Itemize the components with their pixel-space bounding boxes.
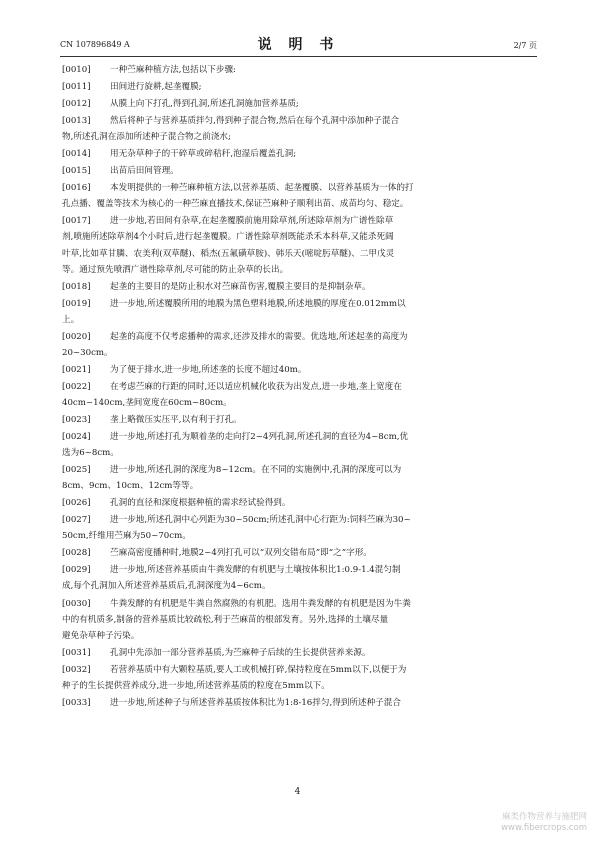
paragraph-line: [62, 345, 539, 361]
paragraph: [62, 662, 539, 694]
paragraph-line: [62, 163, 539, 179]
paragraph-line: [62, 379, 539, 395]
paragraph-text: 进一步地,所述孔洞中心列距为30~50cm;所述孔洞中心行距为:饲料苎麻为30~: [110, 515, 411, 526]
paragraph-line: [62, 196, 539, 212]
paragraph-line: [62, 462, 539, 478]
paragraph-number: [0015]: [62, 166, 91, 177]
paragraph: [62, 113, 539, 145]
paragraph-text: 叶草,比如草甘膦、农美利(双草醚)、稻杰(五氟磺草胺)、韩乐天(嘧啶肟草醚)、二甲戊灵: [62, 248, 395, 259]
paragraph-line: [62, 429, 539, 445]
paragraph-line: [62, 512, 539, 528]
paragraph-line: [62, 62, 539, 78]
paragraph-text: 一种苎麻种植方法,包括以下步骤:: [110, 65, 236, 75]
paragraph-line: [62, 395, 539, 411]
paragraph-line: [62, 213, 539, 229]
paragraph-line: [62, 528, 539, 544]
paragraph-text: 物,所述孔洞在添加所述种子混合物之前浇水;: [62, 132, 231, 143]
paragraph-text: 中的有机质多,制备的营养基质比较疏松,利于苎麻苗的根部发育。另外,选择的土壤尽量: [62, 614, 389, 625]
paragraph: [62, 596, 539, 644]
paragraph: [62, 545, 539, 561]
document-body: [62, 62, 539, 712]
paragraph: [62, 695, 539, 711]
paragraph-line: [62, 329, 539, 345]
paragraph: [62, 79, 539, 95]
paragraph-line: [62, 562, 539, 578]
paragraph-text: 避免杂草种子污染。: [62, 630, 140, 641]
paragraph-number: [0018]: [62, 281, 91, 292]
paragraph-text: 40cm~140cm,垄间宽度在60cm~80cm。: [62, 397, 232, 408]
paragraph-text: 进一步地,所述打孔为顺着垄的走向打2~4列孔洞,所述孔洞的直径为4~8cm,优: [110, 432, 409, 443]
paragraph-line: [62, 645, 539, 661]
paragraph-text: 为了便于排水,进一步地,所述垄的长度不超过40m。: [110, 364, 307, 375]
paragraph-line: [62, 628, 539, 644]
paragraph-line: [62, 279, 539, 295]
paragraph: [62, 213, 539, 277]
paragraph-line: [62, 262, 539, 278]
paragraph-line: [62, 695, 539, 711]
paragraph: [62, 512, 539, 544]
page-count: 2/7 页: [513, 41, 537, 50]
watermark: [501, 812, 587, 834]
paragraph-text: 田间进行旋耕,起垄覆膜;: [110, 82, 202, 93]
paragraph-text: 进一步地,所述种子与所述营养基质按体积比为1:8-16拌匀,得到所述种子混合: [110, 697, 401, 708]
paragraph: [62, 412, 539, 428]
paragraph-text: 在考虑苎麻的行距的同时,还以适应机械化收获为出发点,进一步地,垄上宽度在: [110, 381, 402, 392]
paragraph-text: 8cm、9cm、10cm、12cm等等。: [62, 481, 199, 492]
paragraph-number: [0021]: [62, 364, 91, 375]
paragraph-text: 选为6~8cm。: [62, 448, 119, 459]
paragraph-line: [62, 478, 539, 494]
paragraph-number: [0011]: [62, 82, 91, 93]
paragraph-text: 20~30cm。: [62, 347, 113, 358]
paragraph: [62, 379, 539, 411]
header-rule: [60, 56, 537, 57]
page-header: [60, 34, 537, 52]
paragraph-text: 从膜上向下打孔,得到孔洞,所述孔洞施加营养基质;: [110, 99, 299, 110]
paragraph-number: [0016]: [62, 183, 91, 194]
paragraph: [62, 645, 539, 661]
paragraph-line: [62, 246, 539, 262]
paragraph-line: [62, 146, 539, 162]
paragraph: [62, 362, 539, 378]
paragraph-line: [62, 596, 539, 612]
paragraph-text: 出苗后田间管理。: [110, 166, 179, 177]
paragraph: [62, 62, 539, 78]
paragraph-text: 然后将种子与营养基质拌匀,得到种子混合物,然后在每个孔洞中添加种子混合: [110, 116, 400, 127]
paragraph: [62, 96, 539, 112]
paragraph-line: [62, 312, 539, 328]
paragraph-line: [62, 662, 539, 678]
paragraph-text: 等。通过预先喷洒广谱性除草剂,尽可能的防止杂草的长出。: [62, 264, 289, 275]
paragraph-text: 起垄的高度不仅考虑播种的需求,还涉及排水的需要。优选地,所述起垄的高度为: [110, 331, 408, 342]
paragraph: [62, 279, 539, 295]
paragraph-text: 若营养基质中有大颗粒基质,要人工或机械打碎,保持粒度在5mm以下,以便于为: [110, 664, 407, 675]
paragraph-line: [62, 79, 539, 95]
paragraph-text: 成,每个孔洞加入所述营养基质后,孔洞深度为4~6cm。: [62, 581, 271, 592]
paragraph-text: 孔点播、覆盖等技术为核心的一种苎麻直播技术,保证苎麻种子顺利出苗、成苗均匀、稳定。: [62, 199, 409, 210]
paragraph-line: [62, 412, 539, 428]
paragraph: [62, 163, 539, 179]
paragraph-number: [0022]: [62, 381, 91, 392]
paragraph-text: 上。: [62, 314, 80, 325]
paragraph-text: 进一步地,若田间有杂草,在起垄覆膜前施用除草剂,所述除草剂为广谱性除草: [110, 216, 394, 227]
paragraph-line: [62, 96, 539, 112]
paragraph-line: [62, 113, 539, 129]
paragraph-text: 孔洞中先添加一部分营养基质,为苎麻种子后续的生长提供营养来源。: [110, 647, 371, 658]
watermark-url: www.fibercrops.com: [501, 823, 587, 833]
paragraph-number: [0033]: [62, 697, 91, 708]
paragraph-number: [0028]: [62, 548, 91, 559]
paragraph-number: [0013]: [62, 116, 91, 127]
paragraph: [62, 146, 539, 162]
publication-number: CN 107896849 A: [60, 40, 130, 49]
paragraph-line: [62, 612, 539, 628]
paragraph-text: 本发明提供的一种苎麻种植方法,以营养基质、起垄覆膜、以营养基质为一体的打: [110, 183, 414, 194]
paragraph-text: 垄上略微压实压平,以有利于打孔。: [110, 414, 242, 425]
paragraph-number: [0012]: [62, 99, 91, 110]
paragraph-line: [62, 445, 539, 461]
paragraph-line: [62, 362, 539, 378]
paragraph-number: [0020]: [62, 331, 91, 342]
paragraph-number: [0010]: [62, 65, 91, 75]
paragraph: [62, 329, 539, 361]
document-title: 说 明 书: [257, 37, 340, 53]
paragraph-text: 进一步地,所述覆膜所用的地膜为黑色塑料地膜,所述地膜的厚度在0.012mm以: [110, 298, 406, 309]
paragraph-text: 孔洞的直径和深度根据种植的需求经试验得到。: [110, 498, 291, 509]
paragraph-line: [62, 495, 539, 511]
paragraph-number: [0027]: [62, 515, 91, 526]
paragraph-line: [62, 578, 539, 594]
paragraph-number: [0030]: [62, 598, 91, 609]
paragraph-text: 进一步地,所述营养基质由牛粪发酵的有机肥与土壤按体积比1:0.9-1.4混匀制: [110, 565, 401, 576]
paragraph-text: 剂,喷施所述除草剂4个小时后,进行起垄覆膜。广谱性除草剂既能杀禾本科草,又能杀死阔: [62, 232, 394, 243]
paragraph: [62, 429, 539, 461]
page-number: 4: [294, 787, 301, 797]
paragraph-text: 苎麻高密度播种时,地膜2~4列打孔可以“双列交错布局”即“之”字形。: [110, 548, 372, 559]
paragraph-number: [0025]: [62, 465, 91, 476]
paragraph-text: 50cm,纤维用苎麻为50~70cm。: [62, 531, 191, 542]
paragraph-text: 进一步地,所述孔洞的深度为8~12cm。在不同的实施例中,孔洞的深度可以为: [110, 465, 402, 476]
paragraph-number: [0023]: [62, 414, 91, 425]
paragraph-number: [0019]: [62, 298, 91, 309]
paragraph-line: [62, 129, 539, 145]
paragraph: [62, 180, 539, 212]
paragraph-number: [0017]: [62, 216, 91, 227]
paragraph: [62, 495, 539, 511]
paragraph-text: 用无杂草种子的干碎草或碎秸秆,泡湿后覆盖孔洞;: [110, 149, 297, 160]
paragraph-number: [0031]: [62, 647, 91, 658]
paragraph: [62, 296, 539, 328]
paragraph-number: [0029]: [62, 565, 91, 576]
paragraph: [62, 562, 539, 594]
watermark-name: 麻类作物营养与施肥网: [501, 812, 587, 822]
paragraph-number: [0032]: [62, 664, 91, 675]
paragraph-line: [62, 229, 539, 245]
paragraph-number: [0024]: [62, 432, 91, 443]
paragraph-line: [62, 678, 539, 694]
paragraph-line: [62, 545, 539, 561]
paragraph-text: 牛粪发酵的有机肥是牛粪自然腐熟的有机肥。选用牛粪发酵的有机肥是因为牛粪: [110, 598, 411, 609]
paragraph-text: 种子的生长提供营养成分,进一步地,所述营养基质的粒度在5mm以下。: [62, 680, 330, 691]
paragraph-number: [0014]: [62, 149, 91, 160]
paragraph-line: [62, 180, 539, 196]
paragraph-number: [0026]: [62, 498, 91, 509]
paragraph-text: 起垄的主要目的是防止积水对苎麻苗伤害,覆膜主要目的是抑制杂草。: [110, 281, 371, 292]
paragraph: [62, 462, 539, 494]
paragraph-line: [62, 296, 539, 312]
